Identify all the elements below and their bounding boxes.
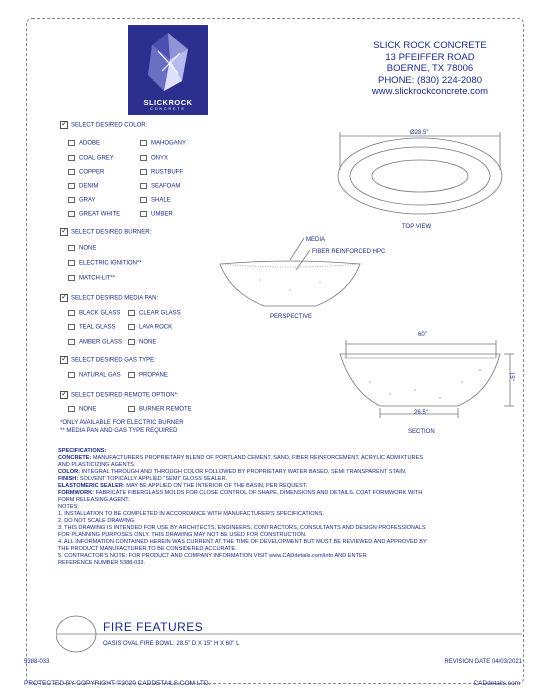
media-option[interactable]: AMBER GLASS (68, 339, 122, 346)
reference-number: 5388-033 (24, 659, 50, 665)
checkbox-icon[interactable] (68, 245, 75, 251)
perspective-bowl (220, 261, 360, 306)
note-line: THE PRODUCT MANUFACTURER TO BE CONSIDERED ACCURATE. (58, 546, 237, 552)
color-option[interactable]: GREAT WHITE (68, 211, 120, 218)
checkbox-icon[interactable] (128, 339, 135, 345)
logo-mark-icon (144, 31, 192, 93)
checkbox-icon[interactable] (68, 310, 75, 316)
checkbox-icon[interactable] (140, 183, 147, 189)
checkbox-icon[interactable] (140, 197, 147, 203)
company-address-line2: BOERNE, TX 78006 (386, 63, 474, 74)
checked-box-icon[interactable] (60, 228, 68, 236)
color-option[interactable]: UMBER (140, 211, 173, 218)
checkbox-icon[interactable] (68, 324, 75, 330)
slickrock-logo (128, 25, 208, 115)
color-option[interactable]: SEAFOAM (140, 183, 180, 190)
note-line: REFERENCE NUMBER 5388-033. (58, 560, 146, 566)
checkbox-icon[interactable] (68, 155, 75, 161)
specifications-heading: SPECIFICATIONS: (58, 448, 107, 454)
note-line: 1. INSTALLATION TO BE COMPLETED IN ACCORDANCE WITH MANUFACTURER'S SPECIFICATIONS. (58, 511, 324, 517)
checkbox-icon[interactable] (128, 406, 135, 412)
section-label: SECTION (408, 429, 435, 435)
section-bowl (340, 354, 500, 406)
checkbox-icon[interactable] (68, 275, 75, 281)
checkbox-icon[interactable] (68, 183, 75, 189)
remote-option[interactable]: BURNER REMOTE (128, 406, 192, 413)
remote-section-title: ✓SELECT DESIRED REMOTE OPTION*: (60, 391, 179, 399)
media-option[interactable]: BLACK GLASS (68, 310, 120, 317)
top-view-label: TOP VIEW (402, 224, 432, 230)
note-line: FOR PLANNING PURPOSES ONLY. THIS DRAWING MAY NOT BE USED FOR CONSTRUCTION. (58, 532, 307, 538)
checkbox-icon[interactable] (68, 406, 75, 412)
spec-line: COLOR: INTEGRAL THROUGH AND THROUGH COLOR FOLLOWED BY PROPRIETARY WATER BASED, SEMI TRANSPARENT STAIN. (58, 469, 407, 475)
sheet-title: FIRE FEATURES (103, 620, 204, 634)
gas-section-title: ✓SELECT DESIRED GAS TYPE: (60, 356, 156, 364)
checkbox-icon[interactable] (68, 140, 75, 146)
revision-date: REVISION DATE 04/03/2021 (444, 659, 522, 665)
color-option[interactable]: ADOBE (68, 140, 100, 147)
checked-box-icon[interactable] (60, 121, 68, 129)
checkbox-icon[interactable] (140, 155, 147, 161)
media-option[interactable]: LAVA ROCK (128, 324, 172, 331)
company-phone: PHONE: (830) 224-2080 (377, 74, 483, 86)
top-view-diameter-label: Ø28.5" (410, 130, 429, 136)
company-address-line1: 13 PFEIFFER ROAD (385, 51, 475, 63)
spec-line: FORM RELEASING AGENT. (58, 497, 130, 503)
color-option[interactable]: DENIM (68, 183, 98, 190)
top-view-outer-ellipse (338, 138, 502, 214)
gas-option[interactable]: NATURAL GAS (68, 372, 121, 379)
spec-line: ELASTOMERIC SEALER: MAY BE APPLIED ON THE INTERIOR OF THE BASIN, PER REQUEST. (58, 483, 308, 489)
checkbox-icon[interactable] (68, 211, 75, 217)
note-line: 2. DO NOT SCALE DRAWING. (58, 518, 136, 524)
footnote-required: ** MEDIA PAN AND GAS TYPE REQUIRED (60, 428, 178, 434)
spec-line: AND PLASTICIZING AGENTS. (58, 462, 136, 468)
media-option[interactable]: CLEAR GLASS (128, 310, 181, 317)
checked-box-icon[interactable] (60, 294, 68, 302)
checkbox-icon[interactable] (128, 310, 135, 316)
section-height-label: 15" (508, 372, 514, 381)
technical-drawings (200, 120, 520, 450)
checkbox-icon[interactable] (140, 169, 147, 175)
media-section-title: ✓SELECT DESIRED MEDIA PAN: (60, 294, 158, 302)
media-option[interactable]: TEAL GLASS (68, 324, 115, 331)
checkbox-icon[interactable] (68, 372, 75, 378)
copyright-footer: PROTECTED BY COPYRIGHT ©2020 CADDETAILS.COM LTD. (24, 680, 211, 687)
checkbox-icon[interactable] (140, 140, 147, 146)
gas-option[interactable]: PROPANE (128, 372, 168, 379)
color-option[interactable]: ONYX (140, 155, 168, 162)
section-width-label: 60" (418, 332, 427, 338)
logo-brand-subtext: CONCRETE (150, 107, 186, 111)
checkbox-icon[interactable] (140, 211, 147, 217)
caddetails-footer-link[interactable]: CADdetails.com (473, 680, 520, 687)
note-line: 4. ALL INFORMATION CONTAINED HEREIN WAS CURRENT AT THE TIME OF DEVELOPMENT BUT MUST BE REVIEWED AND APPROVED BY (58, 539, 427, 545)
spec-line: FORMWORK: FABRICATE FIBERGLASS MOLDS FOR CLOSE CONTROL OF SHAPE, DIMENSIONS AND DETAILS. COAT FORMWORK WITH (58, 490, 423, 496)
top-view-pan-ellipse (372, 160, 468, 192)
spec-line: FINISH: SOLVENT TOPICALLY APPLIED "SEMI" GLOSS SEALER. (58, 476, 228, 482)
notes-heading: NOTES: (58, 504, 79, 510)
footnote-electric: *ONLY AVAILABLE FOR ELECTRIC BURNER (60, 420, 184, 426)
checked-box-icon[interactable] (60, 391, 68, 399)
spec-line: CONCRETE: MANUFACTURERS PROPRIETARY BLEND OF PORTLAND CEMENT, SAND, FIBER REINFORCEMENT, ACRYLIC ADMIXTURES (58, 455, 424, 461)
hpc-callout: FIBER REINFORCED HPC (312, 249, 386, 255)
logo-brand-text: SLICKROCK (143, 98, 193, 107)
checkbox-icon[interactable] (68, 169, 75, 175)
checkbox-icon[interactable] (68, 197, 75, 203)
color-option[interactable]: COAL GREY (68, 155, 114, 162)
top-view-inner-ellipse (350, 147, 490, 205)
checked-box-icon[interactable] (60, 356, 68, 364)
color-option[interactable]: RUSTBUFF (140, 169, 183, 176)
checkbox-icon[interactable] (128, 324, 135, 330)
checkbox-icon[interactable] (68, 339, 75, 345)
note-line: 3. THIS DRAWING IS INTENDED FOR USE BY ARCHITECTS, ENGINEERS, CONTRACTORS, CONSULTANTS AND DESIGN PROFESSIONALS (58, 525, 426, 531)
note-line: 5. CONTRACTOR'S NOTE: FOR PRODUCT AND COMPANY INFORMATION VISIT www.CADdetails.com/info AND ENTER (58, 553, 367, 559)
title-block-graphic (56, 612, 526, 656)
company-name: SLICK ROCK CONCRETE (373, 40, 487, 51)
burner-section-title: ✓SELECT DESIRED BURNER: (60, 228, 151, 236)
media-option[interactable]: NONE (128, 339, 156, 346)
company-website[interactable]: www.slickrockconcrete.com (371, 86, 489, 97)
sheet-subtitle: OASIS OVAL FIRE BOWL: 28.5" D X 15" H X 60" L (103, 641, 240, 647)
color-option[interactable]: MAHOGANY (140, 140, 186, 147)
perspective-label: PERSPECTIVE (270, 314, 313, 320)
color-option[interactable]: SHALE (140, 197, 171, 204)
section-base-label: 26.5" (414, 410, 428, 416)
burner-option[interactable]: NONE (68, 245, 96, 252)
checkbox-icon[interactable] (128, 372, 135, 378)
media-callout: MEDIA (306, 237, 326, 243)
burner-option[interactable]: MATCH-LIT** (68, 275, 115, 282)
remote-option[interactable]: NONE (68, 406, 96, 413)
color-option[interactable]: COPPER (68, 169, 104, 176)
checkbox-icon[interactable] (68, 260, 75, 266)
specifications-notes (58, 448, 498, 567)
burner-option[interactable]: ELECTRIC IGNITION** (68, 260, 142, 267)
color-section-title: ✓SELECT DESIRED COLOR: (60, 121, 147, 129)
color-option[interactable]: GRAY (68, 197, 96, 204)
company-info (355, 40, 505, 98)
